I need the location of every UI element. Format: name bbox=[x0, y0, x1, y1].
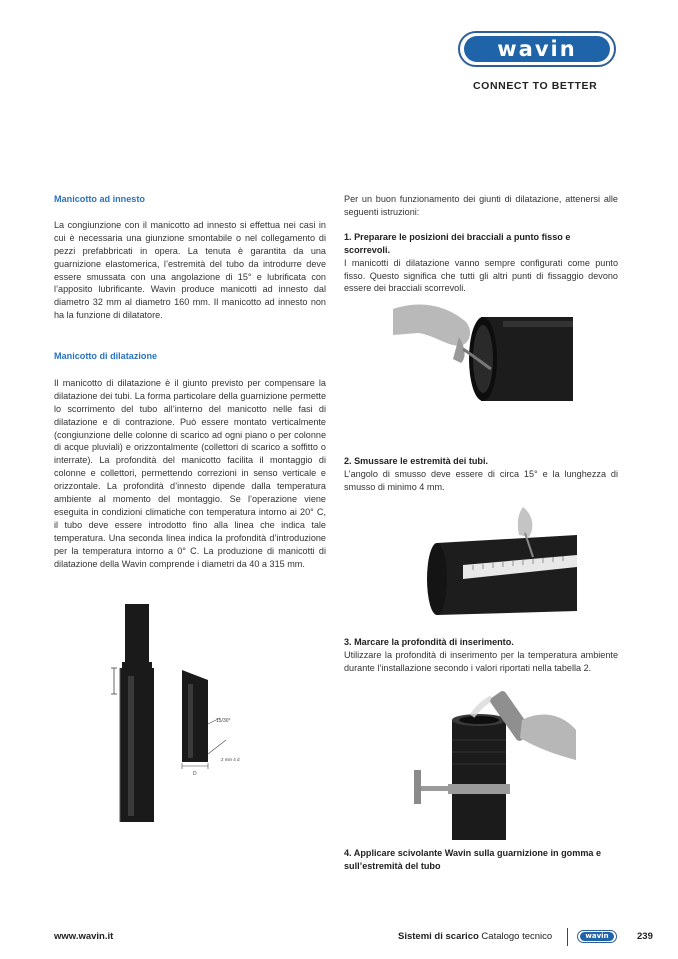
step2-block bbox=[344, 455, 618, 494]
step1-body: I manicotti di dilatazione vanno sempre configurati come punto fisso. Questo significa che tutti gli altri punti di fissaggio devono essere dei bracciali scorrevoli. bbox=[344, 257, 618, 294]
catalog-name: Sistemi di scarico bbox=[398, 931, 479, 942]
socket-highlight bbox=[128, 676, 134, 816]
logo-text: wavin bbox=[464, 36, 610, 62]
step4-block bbox=[344, 847, 618, 873]
socket-body bbox=[120, 668, 154, 822]
wavin-logo bbox=[458, 31, 616, 67]
section-body: Il manicotto di dilatazione è il giunto previsto per compensare la dilatazione dei tubi. La forma particolare della guarnizione permette lo scorrimento del tubo all’interno del manicotto nelle fasi di dilatazione e di contrazione. Può essere montato verticalmente (congiunzione delle colonne di scarico ad ogni piano o per colonne di acque pluviali) e orizzontalmente (collettori di scarico a soffitto o interrate). La profondità del manicotto facilita il montaggio di colonne e collettori, permettendo correzioni in senso verticale e orizzontale. La profondità d’innesto dipende dalla temperatura ambiente al momento del montaggio. Se l’operazione viene eseguita in condizioni climatiche con temperatura intorno ai 20° C, il tubo deve essere introdotto fino alla linea che indica tale temperatura. Una seconda linea indica la profondità d’introduzione per la temperatura intorno a 0° C. La produzione di manicotti di dilatazione della Wavin comprende i diametri da 40 a 315 mm. bbox=[54, 377, 326, 569]
step3-block bbox=[344, 636, 618, 675]
section-manicotto-dilatazione bbox=[54, 350, 326, 571]
step3-body: Utilizzare la profondità di inserimento per la temperatura ambiente durante l’installazione secondo i valori riportati nella tabella 2. bbox=[344, 649, 618, 673]
photo-pipe-chamfer bbox=[423, 507, 577, 619]
footer-divider bbox=[567, 928, 568, 946]
diameter-label: D bbox=[193, 771, 197, 777]
chamfered-pipe bbox=[182, 670, 208, 762]
clamp bbox=[448, 784, 510, 794]
section-manicotto-innesto bbox=[54, 193, 326, 322]
step4-title: 4. Applicare scivolante Wavin sulla guarnizione in gomma e sull’estremità del tubo bbox=[344, 848, 602, 871]
wall-bracket bbox=[414, 770, 421, 804]
footer-logo-text: wavin bbox=[580, 932, 614, 941]
section-body: La congiunzione con il manicotto ad innesto si effettua nei casi in cui è necessaria una giunzione smontabile o nel collegamento di pezzi prefabbricati in opera. La tenuta è garantita da una guarnizione elastomerica, l’estremità del tubo da introdurre deve essere smussata con una angolazione di 15° e lubrificata con l’apposito lubrificante. Wavin produce manicotti ad innesto dal diametro 32 mm al diametro 160 mm. Il manicotto ad innesto non ha la funzione di dilatatore. bbox=[54, 219, 326, 321]
section-title: Manicotto ad innesto bbox=[54, 194, 145, 204]
step2-body: L’angolo di smusso deve essere di circa 15° e la lunghezza di smusso di minimo 4 mm. bbox=[344, 468, 618, 492]
section-title: Manicotto di dilatazione bbox=[54, 351, 158, 361]
socket-diagram bbox=[108, 604, 258, 824]
step3-title: 3. Marcare la profondità di inserimento. bbox=[344, 637, 514, 647]
footer-url[interactable]: www.wavin.it bbox=[54, 931, 114, 942]
page-number: 239 bbox=[637, 931, 653, 942]
pipe bbox=[437, 535, 577, 615]
socket bbox=[452, 720, 506, 840]
tagline: CONNECT TO BETTER bbox=[473, 80, 598, 92]
photo-pipe-clamp bbox=[393, 299, 573, 409]
pipe-collar bbox=[122, 662, 152, 668]
photo-apply-lubricant bbox=[412, 690, 576, 840]
footer-catalog bbox=[398, 931, 552, 942]
pipe-upper bbox=[125, 604, 149, 664]
intro-text: Per un buon funzionamento dei giunti di dilatazione, attenersi alle seguenti istruzioni: bbox=[344, 194, 618, 217]
right-intro-block bbox=[344, 193, 618, 295]
length-label: 2 min 4 d bbox=[221, 757, 240, 762]
catalog-type: Catalogo tecnico bbox=[478, 931, 553, 942]
step1-title: 1. Preparare le posizioni dei bracciali a punto fisso e scorrevoli. bbox=[344, 231, 571, 255]
angle-label: 15/30° bbox=[216, 718, 231, 724]
footer-wavin-logo bbox=[577, 930, 617, 943]
step2-title: 2. Smussare le estremità dei tubi. bbox=[344, 456, 489, 466]
